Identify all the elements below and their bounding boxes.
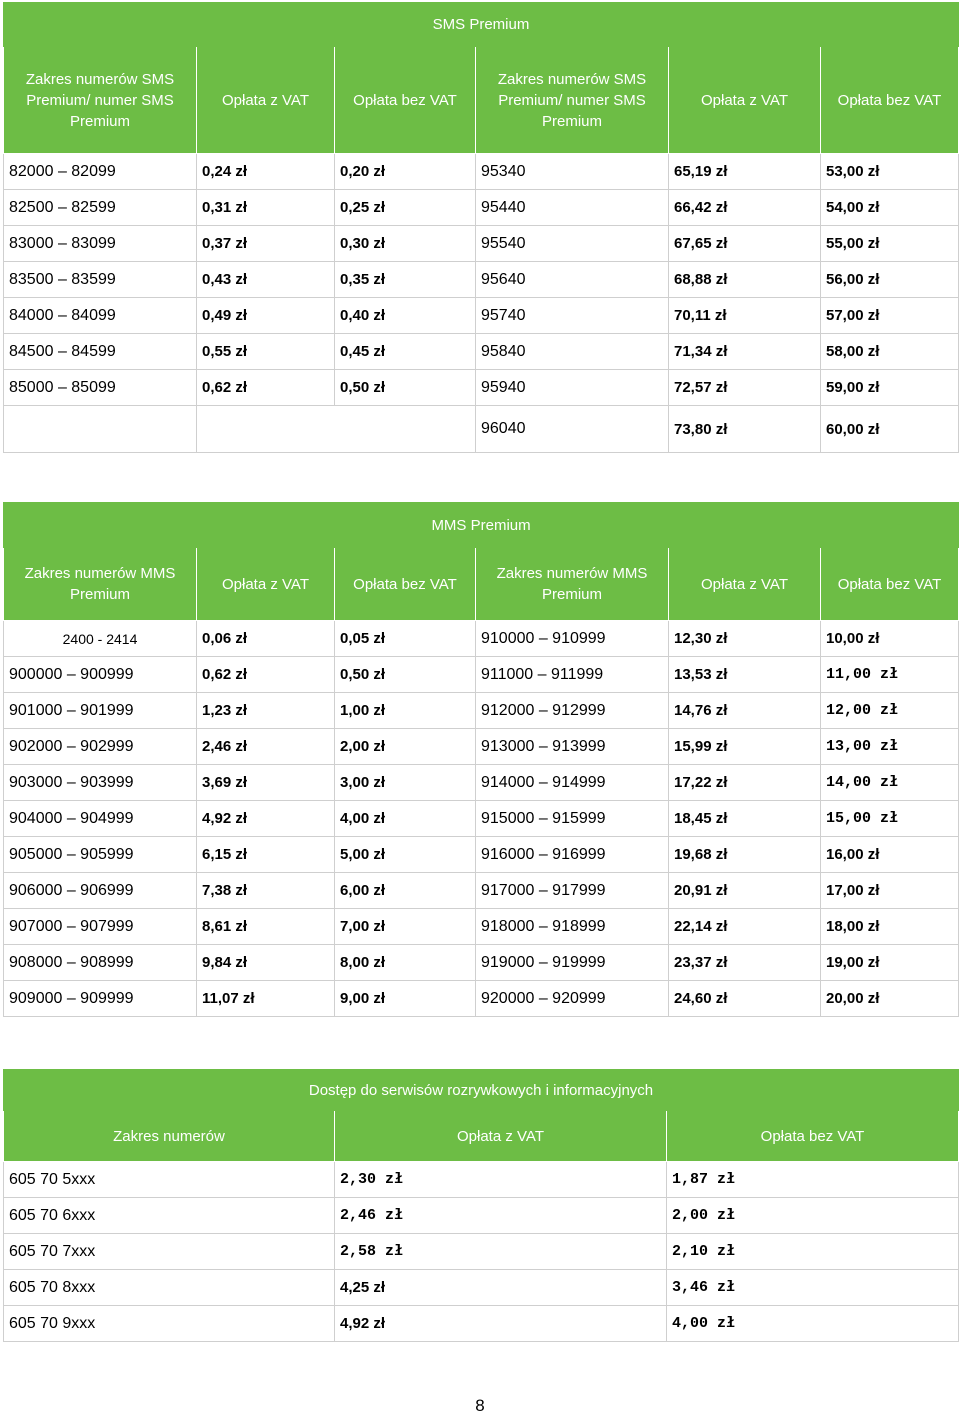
price-vat-cell: 66,42 zł — [669, 190, 821, 226]
price-net-cell: 3,00 zł — [335, 765, 476, 801]
price-net-cell: 0,05 zł — [335, 621, 476, 657]
price-net-cell: 0,40 zł — [335, 298, 476, 334]
sms-premium-table — [3, 2, 959, 453]
services-col-header: Opłata bez VAT — [667, 1111, 959, 1162]
price-vat-cell: 4,92 zł — [197, 801, 335, 837]
range-cell: 95540 — [476, 226, 669, 262]
range-cell: 605 70 8xxx — [4, 1270, 335, 1306]
price-net-cell: 5,00 zł — [335, 837, 476, 873]
price-vat-cell: 0,43 zł — [197, 262, 335, 298]
price-net-cell: 12,00 zł — [821, 693, 959, 729]
price-net-cell: 4,00 zł — [667, 1306, 959, 1342]
range-cell: 95940 — [476, 370, 669, 406]
price-vat-cell: 23,37 zł — [669, 945, 821, 981]
price-net-cell: 0,50 zł — [335, 657, 476, 693]
price-vat-cell: 2,46 zł — [197, 729, 335, 765]
table-row — [4, 406, 959, 453]
table-row — [4, 226, 959, 262]
mms-premium-table — [3, 502, 959, 1017]
range-cell: 95340 — [476, 154, 669, 190]
range-cell: 605 70 5xxx — [4, 1162, 335, 1198]
price-net-cell: 3,46 zł — [667, 1270, 959, 1306]
range-cell: 84500 – 84599 — [4, 334, 197, 370]
mms-col-header: Opłata bez VAT — [335, 548, 476, 621]
price-net-cell: 4,00 zł — [335, 801, 476, 837]
sms-col-header: Zakres numerów SMS Premium/ numer SMS Premium — [476, 47, 669, 154]
price-vat-cell: 0,62 zł — [197, 370, 335, 406]
price-net-cell: 2,10 zł — [667, 1234, 959, 1270]
range-cell: 913000 – 913999 — [476, 729, 669, 765]
empty-cell — [197, 406, 476, 453]
range-cell: 904000 – 904999 — [4, 801, 197, 837]
price-net-cell: 0,30 zł — [335, 226, 476, 262]
price-net-cell: 0,45 zł — [335, 334, 476, 370]
price-net-cell: 10,00 zł — [821, 621, 959, 657]
table-row — [4, 693, 959, 729]
price-vat-cell: 8,61 zł — [197, 909, 335, 945]
mms-col-header: Opłata z VAT — [669, 548, 821, 621]
table-row — [4, 945, 959, 981]
price-net-cell: 0,20 zł — [335, 154, 476, 190]
range-cell: 905000 – 905999 — [4, 837, 197, 873]
services-header-row — [4, 1111, 959, 1162]
price-net-cell: 17,00 zł — [821, 873, 959, 909]
range-cell: 96040 — [476, 406, 669, 453]
range-cell: 82500 – 82599 — [4, 190, 197, 226]
price-vat-cell: 1,23 zł — [197, 693, 335, 729]
price-net-cell: 14,00 zł — [821, 765, 959, 801]
table-row — [4, 621, 959, 657]
price-vat-cell: 68,88 zł — [669, 262, 821, 298]
price-net-cell: 20,00 zł — [821, 981, 959, 1017]
sms-col-header: Opłata z VAT — [197, 47, 335, 154]
price-vat-cell: 2,30 zł — [335, 1162, 667, 1198]
price-vat-cell: 2,46 zł — [335, 1198, 667, 1234]
range-cell: 95740 — [476, 298, 669, 334]
table-row — [4, 1198, 959, 1234]
price-vat-cell: 12,30 zł — [669, 621, 821, 657]
range-cell: 903000 – 903999 — [4, 765, 197, 801]
range-cell: 84000 – 84099 — [4, 298, 197, 334]
price-vat-cell: 18,45 zł — [669, 801, 821, 837]
sms-col-header: Zakres numerów SMS Premium/ numer SMS Premium — [4, 47, 197, 154]
price-net-cell: 8,00 zł — [335, 945, 476, 981]
price-net-cell: 18,00 zł — [821, 909, 959, 945]
range-cell: 85000 – 85099 — [4, 370, 197, 406]
price-vat-cell: 0,49 zł — [197, 298, 335, 334]
range-cell: 907000 – 907999 — [4, 909, 197, 945]
price-vat-cell: 19,68 zł — [669, 837, 821, 873]
table-row — [4, 154, 959, 190]
price-vat-cell: 0,31 zł — [197, 190, 335, 226]
range-cell: 914000 – 914999 — [476, 765, 669, 801]
sms-header-row — [4, 47, 959, 154]
range-cell: 82000 – 82099 — [4, 154, 197, 190]
price-vat-cell: 13,53 zł — [669, 657, 821, 693]
price-net-cell: 19,00 zł — [821, 945, 959, 981]
table-row — [4, 801, 959, 837]
price-vat-cell: 22,14 zł — [669, 909, 821, 945]
mms-col-header: Zakres numerów MMS Premium — [476, 548, 669, 621]
price-vat-cell: 73,80 zł — [669, 406, 821, 453]
price-net-cell: 56,00 zł — [821, 262, 959, 298]
range-cell: 908000 – 908999 — [4, 945, 197, 981]
services-col-header: Zakres numerów — [4, 1111, 335, 1162]
table-row — [4, 729, 959, 765]
services-col-header: Opłata z VAT — [335, 1111, 667, 1162]
table-row — [4, 1306, 959, 1342]
mms-title-row — [4, 503, 959, 548]
range-cell: 918000 – 918999 — [476, 909, 669, 945]
range-cell: 920000 – 920999 — [476, 981, 669, 1017]
table-row — [4, 1234, 959, 1270]
table-row — [4, 298, 959, 334]
price-vat-cell: 4,25 zł — [335, 1270, 667, 1306]
price-vat-cell: 3,69 zł — [197, 765, 335, 801]
price-net-cell: 59,00 zł — [821, 370, 959, 406]
price-net-cell: 7,00 zł — [335, 909, 476, 945]
range-cell: 83500 – 83599 — [4, 262, 197, 298]
range-cell: 909000 – 909999 — [4, 981, 197, 1017]
range-cell: 919000 – 919999 — [476, 945, 669, 981]
price-vat-cell: 6,15 zł — [197, 837, 335, 873]
price-net-cell: 2,00 zł — [335, 729, 476, 765]
price-vat-cell: 72,57 zł — [669, 370, 821, 406]
price-net-cell: 11,00 zł — [821, 657, 959, 693]
range-cell: 83000 – 83099 — [4, 226, 197, 262]
sms-section-title: SMS Premium — [4, 3, 959, 47]
range-cell: 912000 – 912999 — [476, 693, 669, 729]
price-net-cell: 60,00 zł — [821, 406, 959, 453]
range-cell: 911000 – 911999 — [476, 657, 669, 693]
price-net-cell: 58,00 zł — [821, 334, 959, 370]
price-vat-cell: 70,11 zł — [669, 298, 821, 334]
price-vat-cell: 0,62 zł — [197, 657, 335, 693]
price-vat-cell: 4,92 zł — [335, 1306, 667, 1342]
sms-col-header: Opłata bez VAT — [821, 47, 959, 154]
price-vat-cell: 7,38 zł — [197, 873, 335, 909]
range-cell: 902000 – 902999 — [4, 729, 197, 765]
price-net-cell: 0,50 zł — [335, 370, 476, 406]
price-vat-cell: 71,34 zł — [669, 334, 821, 370]
mms-col-header: Opłata bez VAT — [821, 548, 959, 621]
price-net-cell: 54,00 zł — [821, 190, 959, 226]
price-net-cell: 1,00 zł — [335, 693, 476, 729]
price-net-cell: 15,00 zł — [821, 801, 959, 837]
range-cell: 95440 — [476, 190, 669, 226]
table-row — [4, 262, 959, 298]
price-vat-cell: 0,06 zł — [197, 621, 335, 657]
range-cell: 605 70 9xxx — [4, 1306, 335, 1342]
price-vat-cell: 65,19 zł — [669, 154, 821, 190]
range-cell: 906000 – 906999 — [4, 873, 197, 909]
sms-col-header: Opłata z VAT — [669, 47, 821, 154]
price-net-cell: 2,00 zł — [667, 1198, 959, 1234]
price-net-cell: 6,00 zł — [335, 873, 476, 909]
price-vat-cell: 0,55 zł — [197, 334, 335, 370]
price-vat-cell: 14,76 zł — [669, 693, 821, 729]
range-cell: 95640 — [476, 262, 669, 298]
price-vat-cell: 2,58 zł — [335, 1234, 667, 1270]
price-net-cell: 55,00 zł — [821, 226, 959, 262]
range-cell — [4, 406, 197, 453]
services-title-row — [4, 1070, 959, 1111]
price-net-cell: 53,00 zł — [821, 154, 959, 190]
price-net-cell: 16,00 zł — [821, 837, 959, 873]
range-cell: 915000 – 915999 — [476, 801, 669, 837]
services-section-title: Dostęp do serwisów rozrywkowych i informacyjnych — [4, 1070, 959, 1111]
price-vat-cell: 0,37 zł — [197, 226, 335, 262]
sms-title-row — [4, 3, 959, 47]
table-row — [4, 765, 959, 801]
price-net-cell: 13,00 zł — [821, 729, 959, 765]
price-vat-cell: 15,99 zł — [669, 729, 821, 765]
price-vat-cell: 20,91 zł — [669, 873, 821, 909]
services-table — [3, 1069, 959, 1342]
table-row — [4, 1162, 959, 1198]
table-row — [4, 837, 959, 873]
price-vat-cell: 67,65 zł — [669, 226, 821, 262]
price-vat-cell: 9,84 zł — [197, 945, 335, 981]
range-cell: 910000 – 910999 — [476, 621, 669, 657]
price-vat-cell: 17,22 zł — [669, 765, 821, 801]
price-net-cell: 0,25 zł — [335, 190, 476, 226]
price-vat-cell: 0,24 zł — [197, 154, 335, 190]
table-row — [4, 909, 959, 945]
range-cell: 901000 – 901999 — [4, 693, 197, 729]
table-row — [4, 190, 959, 226]
mms-header-row — [4, 548, 959, 621]
range-cell: 605 70 6xxx — [4, 1198, 335, 1234]
mms-col-header: Opłata z VAT — [197, 548, 335, 621]
page-number: 8 — [475, 1396, 485, 1415]
table-row — [4, 873, 959, 909]
price-net-cell: 0,35 zł — [335, 262, 476, 298]
range-cell: 917000 – 917999 — [476, 873, 669, 909]
range-cell: 916000 – 916999 — [476, 837, 669, 873]
range-cell: 95840 — [476, 334, 669, 370]
range-cell: 605 70 7xxx — [4, 1234, 335, 1270]
range-cell: 2400 - 2414 — [4, 621, 197, 657]
mms-section-title: MMS Premium — [4, 503, 959, 548]
mms-col-header: Zakres numerów MMS Premium — [4, 548, 197, 621]
price-net-cell: 1,87 zł — [667, 1162, 959, 1198]
table-row — [4, 370, 959, 406]
table-row — [4, 981, 959, 1017]
price-vat-cell: 24,60 zł — [669, 981, 821, 1017]
range-cell: 900000 – 900999 — [4, 657, 197, 693]
sms-col-header: Opłata bez VAT — [335, 47, 476, 154]
price-net-cell: 57,00 zł — [821, 298, 959, 334]
table-row — [4, 334, 959, 370]
price-net-cell: 9,00 zł — [335, 981, 476, 1017]
price-vat-cell: 11,07 zł — [197, 981, 335, 1017]
table-row — [4, 657, 959, 693]
table-row — [4, 1270, 959, 1306]
